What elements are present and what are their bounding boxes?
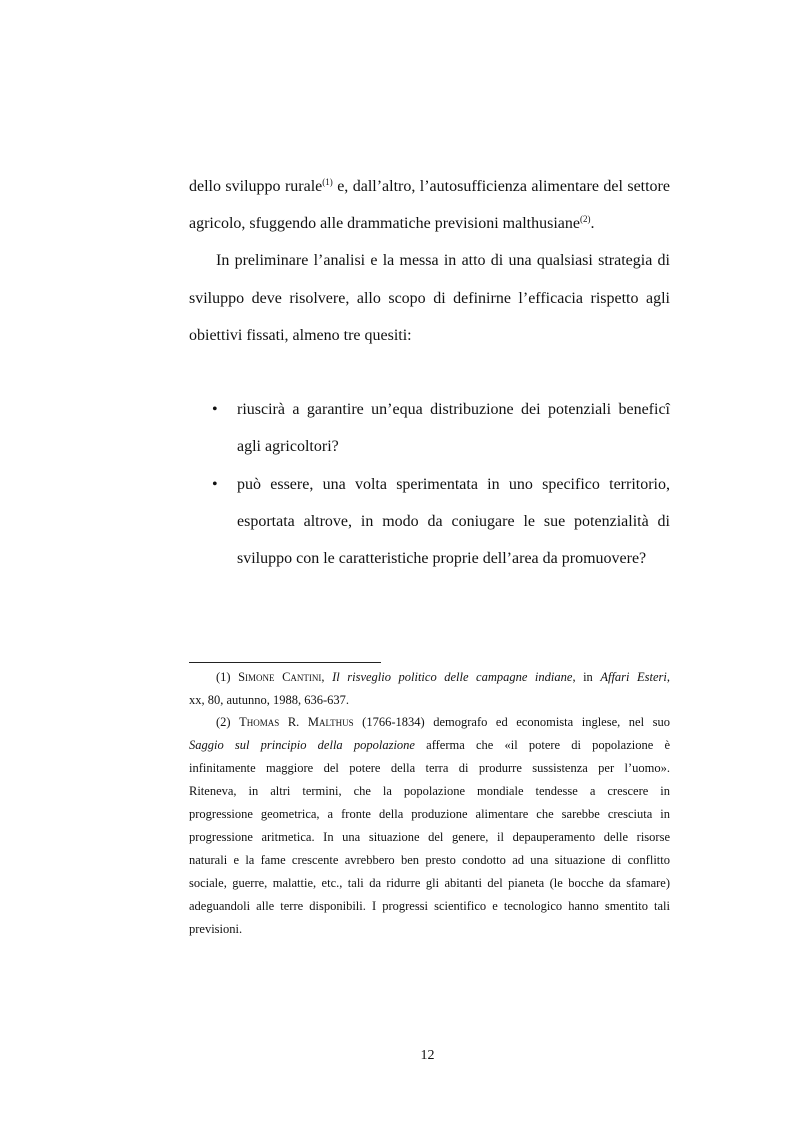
footnote-1-line bbox=[216, 669, 670, 685]
footnote-text: , bbox=[321, 670, 333, 684]
footnote-2-line: sociale, guerre, malattie, etc., tali da ridurre gli abitanti del pianeta (le bocche da sfamare) bbox=[189, 876, 670, 890]
body-text: . bbox=[590, 215, 595, 232]
bullet-item-line: esportata altrove, in modo da coniugare le sue potenzialità di bbox=[237, 513, 670, 530]
bullet-marker: • bbox=[212, 401, 218, 418]
bullet-item-line: riuscirà a garantire un’equa distribuzione dei potenziali beneficî bbox=[237, 401, 670, 418]
footnote-text: (1766-1834) demografo ed economista inglese, nel suo bbox=[353, 715, 670, 729]
footnote-author: Simone Cantini bbox=[238, 670, 322, 684]
footnote-2-line bbox=[189, 737, 670, 753]
body-line: obiettivi fissati, almeno tre quesiti: bbox=[189, 327, 412, 344]
body-line: sviluppo deve risolvere, allo scopo di definirne l’efficacia rispetto agli bbox=[189, 290, 670, 307]
footnote-title: Il risveglio politico delle campagne indiane bbox=[332, 670, 573, 684]
footnote-ref-1: (1) bbox=[322, 177, 333, 187]
footnote-1-line: xx, 80, autunno, 1988, 636-637. bbox=[189, 693, 350, 707]
body-text: e, dall’altro, l’autosufficienza alimentare del settore bbox=[332, 178, 670, 195]
body-line bbox=[189, 214, 670, 234]
bullet-marker: • bbox=[212, 476, 218, 493]
footnote-2-line: infinitamente maggiore del potere della terra di produrre sussistenza per l’uomo». bbox=[189, 761, 670, 775]
footnote-2-line: Riteneva, in altri termini, che la popolazione mondiale tendesse a crescere in bbox=[189, 784, 670, 798]
footnote-2-line: progressione aritmetica. In una situazione del genere, il depauperamento delle risorse bbox=[189, 830, 670, 844]
footnote-2-line: progressione geometrica, a fronte della produzione alimentare che sarebbe cresciuta in bbox=[189, 807, 670, 821]
bullet-item-line: agli agricoltori? bbox=[237, 438, 339, 455]
footnote-text: , in bbox=[572, 670, 601, 684]
footnote-ref-2: (2) bbox=[580, 214, 591, 224]
footnote-2-line bbox=[216, 714, 670, 730]
body-text: agricolo, sfuggendo alle drammatiche previsioni malthusiane bbox=[189, 215, 580, 232]
footnote-text: , bbox=[666, 670, 671, 684]
footnote-text: afferma che «il potere di popolazione è bbox=[414, 738, 670, 752]
footnote-author: Thomas R. Malthus bbox=[239, 715, 354, 729]
footnote-separator bbox=[189, 662, 381, 663]
footnote-number: (1) bbox=[216, 670, 239, 684]
footnote-title: Saggio sul principio della popolazione bbox=[189, 738, 415, 752]
body-line: In preliminare l’analisi e la messa in atto di una qualsiasi strategia di bbox=[216, 252, 670, 269]
footnote-2-line: adeguandoli alle terre disponibili. I progressi scientifico e tecnologico hanno smentito tali bbox=[189, 899, 670, 913]
footnote-2-line: naturali e la fame crescente avrebbero ben presto condotto ad una situazione di conflitto bbox=[189, 853, 670, 867]
bullet-item-line: può essere, una volta sperimentata in uno specifico territorio, bbox=[237, 476, 670, 493]
body-line bbox=[189, 177, 670, 197]
footnote-number: (2) bbox=[216, 715, 240, 729]
page-number: 12 bbox=[420, 1048, 435, 1063]
footnote-2-line: previsioni. bbox=[189, 922, 243, 936]
body-text: dello sviluppo rurale bbox=[189, 178, 323, 195]
footnote-journal: Affari Esteri bbox=[600, 670, 667, 684]
bullet-item-line: sviluppo con le caratteristiche proprie dell’area da promuovere? bbox=[237, 550, 647, 567]
